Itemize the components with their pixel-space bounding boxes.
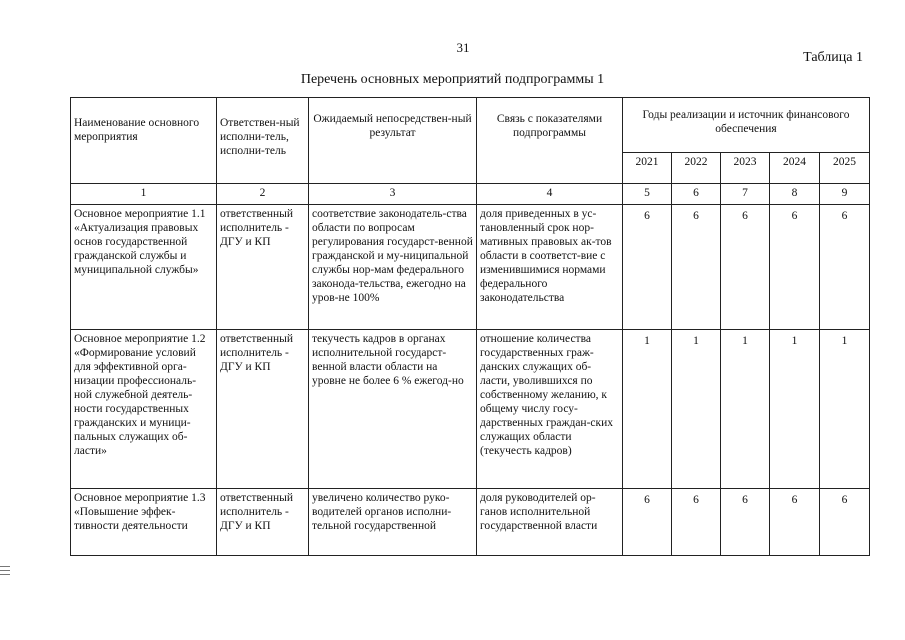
activity-value: 6 [770, 489, 820, 556]
table-row [71, 205, 870, 330]
activity-value: 6 [820, 489, 870, 556]
margin-marks [0, 566, 10, 578]
column-number: 5 [623, 184, 672, 205]
activities-table [70, 97, 870, 556]
activity-value: 6 [672, 205, 721, 330]
column-number: 6 [672, 184, 721, 205]
activity-name: Основное мероприятие 1.2 «Формирование условий для эффективной орга-низации профессиональ-ной служебной деятель-ности государственных гражданских и муници-пальных служащих об-ласти» [71, 330, 217, 489]
header-name: Наименование основного мероприятия [71, 98, 217, 184]
page-number: 31 [456, 40, 470, 55]
activity-value: 6 [721, 489, 770, 556]
column-number: 8 [770, 184, 820, 205]
activity-responsible: ответственный исполнитель - ДГУ и КП [217, 205, 309, 330]
activity-link: доля руководителей ор-ганов исполнительной государственной власти [477, 489, 623, 556]
table-row [71, 330, 870, 489]
header-year: 2021 [623, 153, 672, 184]
activity-link: отношение количества государственных граж-данских служащих об-ласти, уволившихся по собственному желанию, к общему числу госу-дарственных граждан-ских служащих области (текучесть кадров) [477, 330, 623, 489]
header-years-group: Годы реализации и источник финансового обеспечения [623, 98, 870, 153]
activity-responsible: ответственный исполнитель - ДГУ и КП [217, 489, 309, 556]
activity-value: 6 [721, 205, 770, 330]
column-number: 7 [721, 184, 770, 205]
header-result: Ожидаемый непосредствен-ный результат [309, 98, 477, 184]
header-responsible: Ответствен-ный исполни-тель, исполни-тель [217, 98, 309, 184]
column-number: 9 [820, 184, 870, 205]
activity-link: доля приведенных в ус-тановленный срок нор-мативных правовых ак-тов области в соответст-вие с изменившимися нормами федерального законодательства [477, 205, 623, 330]
activity-result: увеличено количество руко-водителей органов исполни-тельной государственной [309, 489, 477, 556]
column-number: 2 [217, 184, 309, 205]
activity-value: 6 [623, 489, 672, 556]
activity-value: 6 [672, 489, 721, 556]
activity-name: Основное мероприятие 1.3 «Повышение эффек-тивности деятельности [71, 489, 217, 556]
header-year: 2023 [721, 153, 770, 184]
header-year: 2024 [770, 153, 820, 184]
activity-result: текучесть кадров в органах исполнительной государст-венной власти области на уровне не более 6 % ежегод-но [309, 330, 477, 489]
activity-value: 6 [770, 205, 820, 330]
activity-value: 1 [820, 330, 870, 489]
activity-value: 1 [770, 330, 820, 489]
header-year: 2022 [672, 153, 721, 184]
activity-value: 1 [672, 330, 721, 489]
table-label: Таблица 1 [803, 50, 863, 65]
activity-responsible: ответственный исполнитель - ДГУ и КП [217, 330, 309, 489]
activity-value: 6 [623, 205, 672, 330]
table-title: Перечень основных мероприятий подпрограммы 1 [300, 72, 605, 87]
activity-value: 1 [623, 330, 672, 489]
header-link: Связь с показателями подпрограммы [477, 98, 623, 184]
column-number: 3 [309, 184, 477, 205]
activity-result: соответствие законодатель-ства области по вопросам регулирования государст-венной гражданской и му-ниципальной службы нор-мам федерального законода-тельства, ежегодно на уров-не 100% [309, 205, 477, 330]
activity-value: 6 [820, 205, 870, 330]
activity-value: 1 [721, 330, 770, 489]
activity-name: Основное мероприятие 1.1 «Актуализация правовых основ государственной гражданской службы и муниципальной службы» [71, 205, 217, 330]
column-number: 1 [71, 184, 217, 205]
header-year: 2025 [820, 153, 870, 184]
table-row [71, 489, 870, 556]
column-number: 4 [477, 184, 623, 205]
